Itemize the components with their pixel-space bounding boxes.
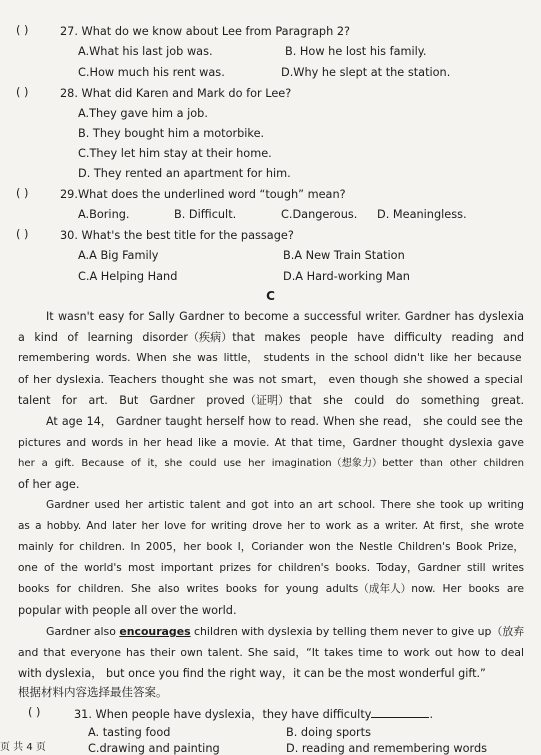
passage-line: books for children. She also writes books for young adults（成年人）now. Her books are — [18, 583, 524, 595]
underlined-word: encourages — [119, 625, 191, 638]
passage-line: her a gift. Because of it，she could use her imagination（想象力）better than other children — [18, 458, 524, 469]
question-31: 31. When people have dyslexia，they have difficulty . — [74, 708, 434, 721]
option-27-b: B. How he lost his family. — [285, 45, 427, 58]
option-30-b: B.A New Train Station — [283, 249, 405, 262]
answer-bracket: ( ) — [16, 228, 29, 241]
option-29-d: D. Meaningless. — [377, 208, 467, 221]
passage-line: and that everyone has their own talent. She said，“It takes time to work out how to deal — [18, 646, 524, 659]
option-31-a: A. tasting food — [88, 726, 171, 739]
option-31-c: C.drawing and painting — [88, 742, 220, 755]
passage-line: At age 14， Gardner taught herself how to read. When she read， she could see the — [46, 415, 523, 428]
option-27-d: D.Why he slept at the station. — [281, 66, 451, 79]
question-27: 27. What do we know about Lee from Paragraph 2? — [60, 25, 351, 38]
answer-bracket: ( ) — [16, 86, 29, 99]
option-29-a: A.Boring. — [78, 208, 130, 221]
passage-line: Gardner also encourages children with dyslexia by telling them never to give up（放弃 — [46, 625, 525, 638]
option-27-a: A.What his last job was. — [78, 45, 213, 58]
passage-line: It wasn't easy for Sally Gardner to become a successful writer. Gardner has dyslexia — [46, 310, 524, 323]
option-29-b: B. Difficult. — [174, 208, 237, 221]
passage-line: mainly for children. In 2005，her book I，Coriander won the Nestle Children's Book Prize， — [18, 541, 524, 553]
option-30-d: D.A Hard-working Man — [283, 270, 410, 283]
passage-line: with dyslexia， but once you find the right way，it can be the most wonderful gift.” — [18, 667, 486, 680]
section-heading: C — [266, 289, 275, 303]
passage-line: popular with people all over the world. — [18, 604, 237, 617]
option-28-c: C.They let him stay at their home. — [78, 147, 272, 160]
option-31-b: B. doing sports — [286, 726, 372, 739]
option-27-c: C.How much his rent was. — [78, 66, 225, 79]
passage-line: of her age. — [18, 478, 80, 491]
passage-line: a kind of learning disorder（疾病）that makes people have difficulty reading and — [18, 331, 524, 344]
option-28-b: B. They bought him a motorbike. — [78, 127, 265, 140]
instruction: 根据材料内容选择最佳答案。 — [18, 685, 168, 699]
passage-line: one of the world's most important prizes for children's books. Today，Gardner still writes — [18, 562, 524, 574]
answer-bracket: ( ) — [28, 706, 41, 719]
question-30: 30. What's the best title for the passage? — [60, 229, 294, 242]
option-31-d: D. reading and remembering words — [286, 742, 488, 755]
option-28-a: A.They gave him a job. — [78, 107, 208, 120]
passage-line: of her dyslexia. Teachers thought she was not smart， even though she showed a special — [18, 373, 523, 386]
question-28: 28. What did Karen and Mark do for Lee? — [60, 87, 292, 100]
passage-line: pictures and words in her head like a movie. At that time，Gardner thought dyslexia gave — [18, 436, 524, 449]
passage-line: remembering words. When she was little， students in the school didn't like her because — [18, 352, 522, 364]
passage-line: Gardner used her artistic talent and got into an art school. There she took up writing — [46, 499, 524, 511]
answer-bracket: ( ) — [16, 187, 29, 200]
answer-blank — [371, 707, 429, 718]
option-30-c: C.A Helping Hand — [78, 270, 178, 283]
option-30-a: A.A Big Family — [78, 249, 159, 262]
answer-bracket: ( ) — [16, 24, 29, 37]
option-28-d: D. They rented an apartment for him. — [78, 167, 291, 180]
passage-line: talent for art. But Gardner proved（证明）that she could do something great. — [18, 394, 524, 407]
option-29-c: C.Dangerous. — [281, 208, 358, 221]
passage-line: as a hobby. And later her love for writing drove her to work as a writer. At first，she wrote — [18, 520, 524, 532]
page-footer: 页 共 4 页 — [0, 742, 46, 753]
question-29: 29.What does the underlined word “tough” mean? — [60, 188, 346, 201]
